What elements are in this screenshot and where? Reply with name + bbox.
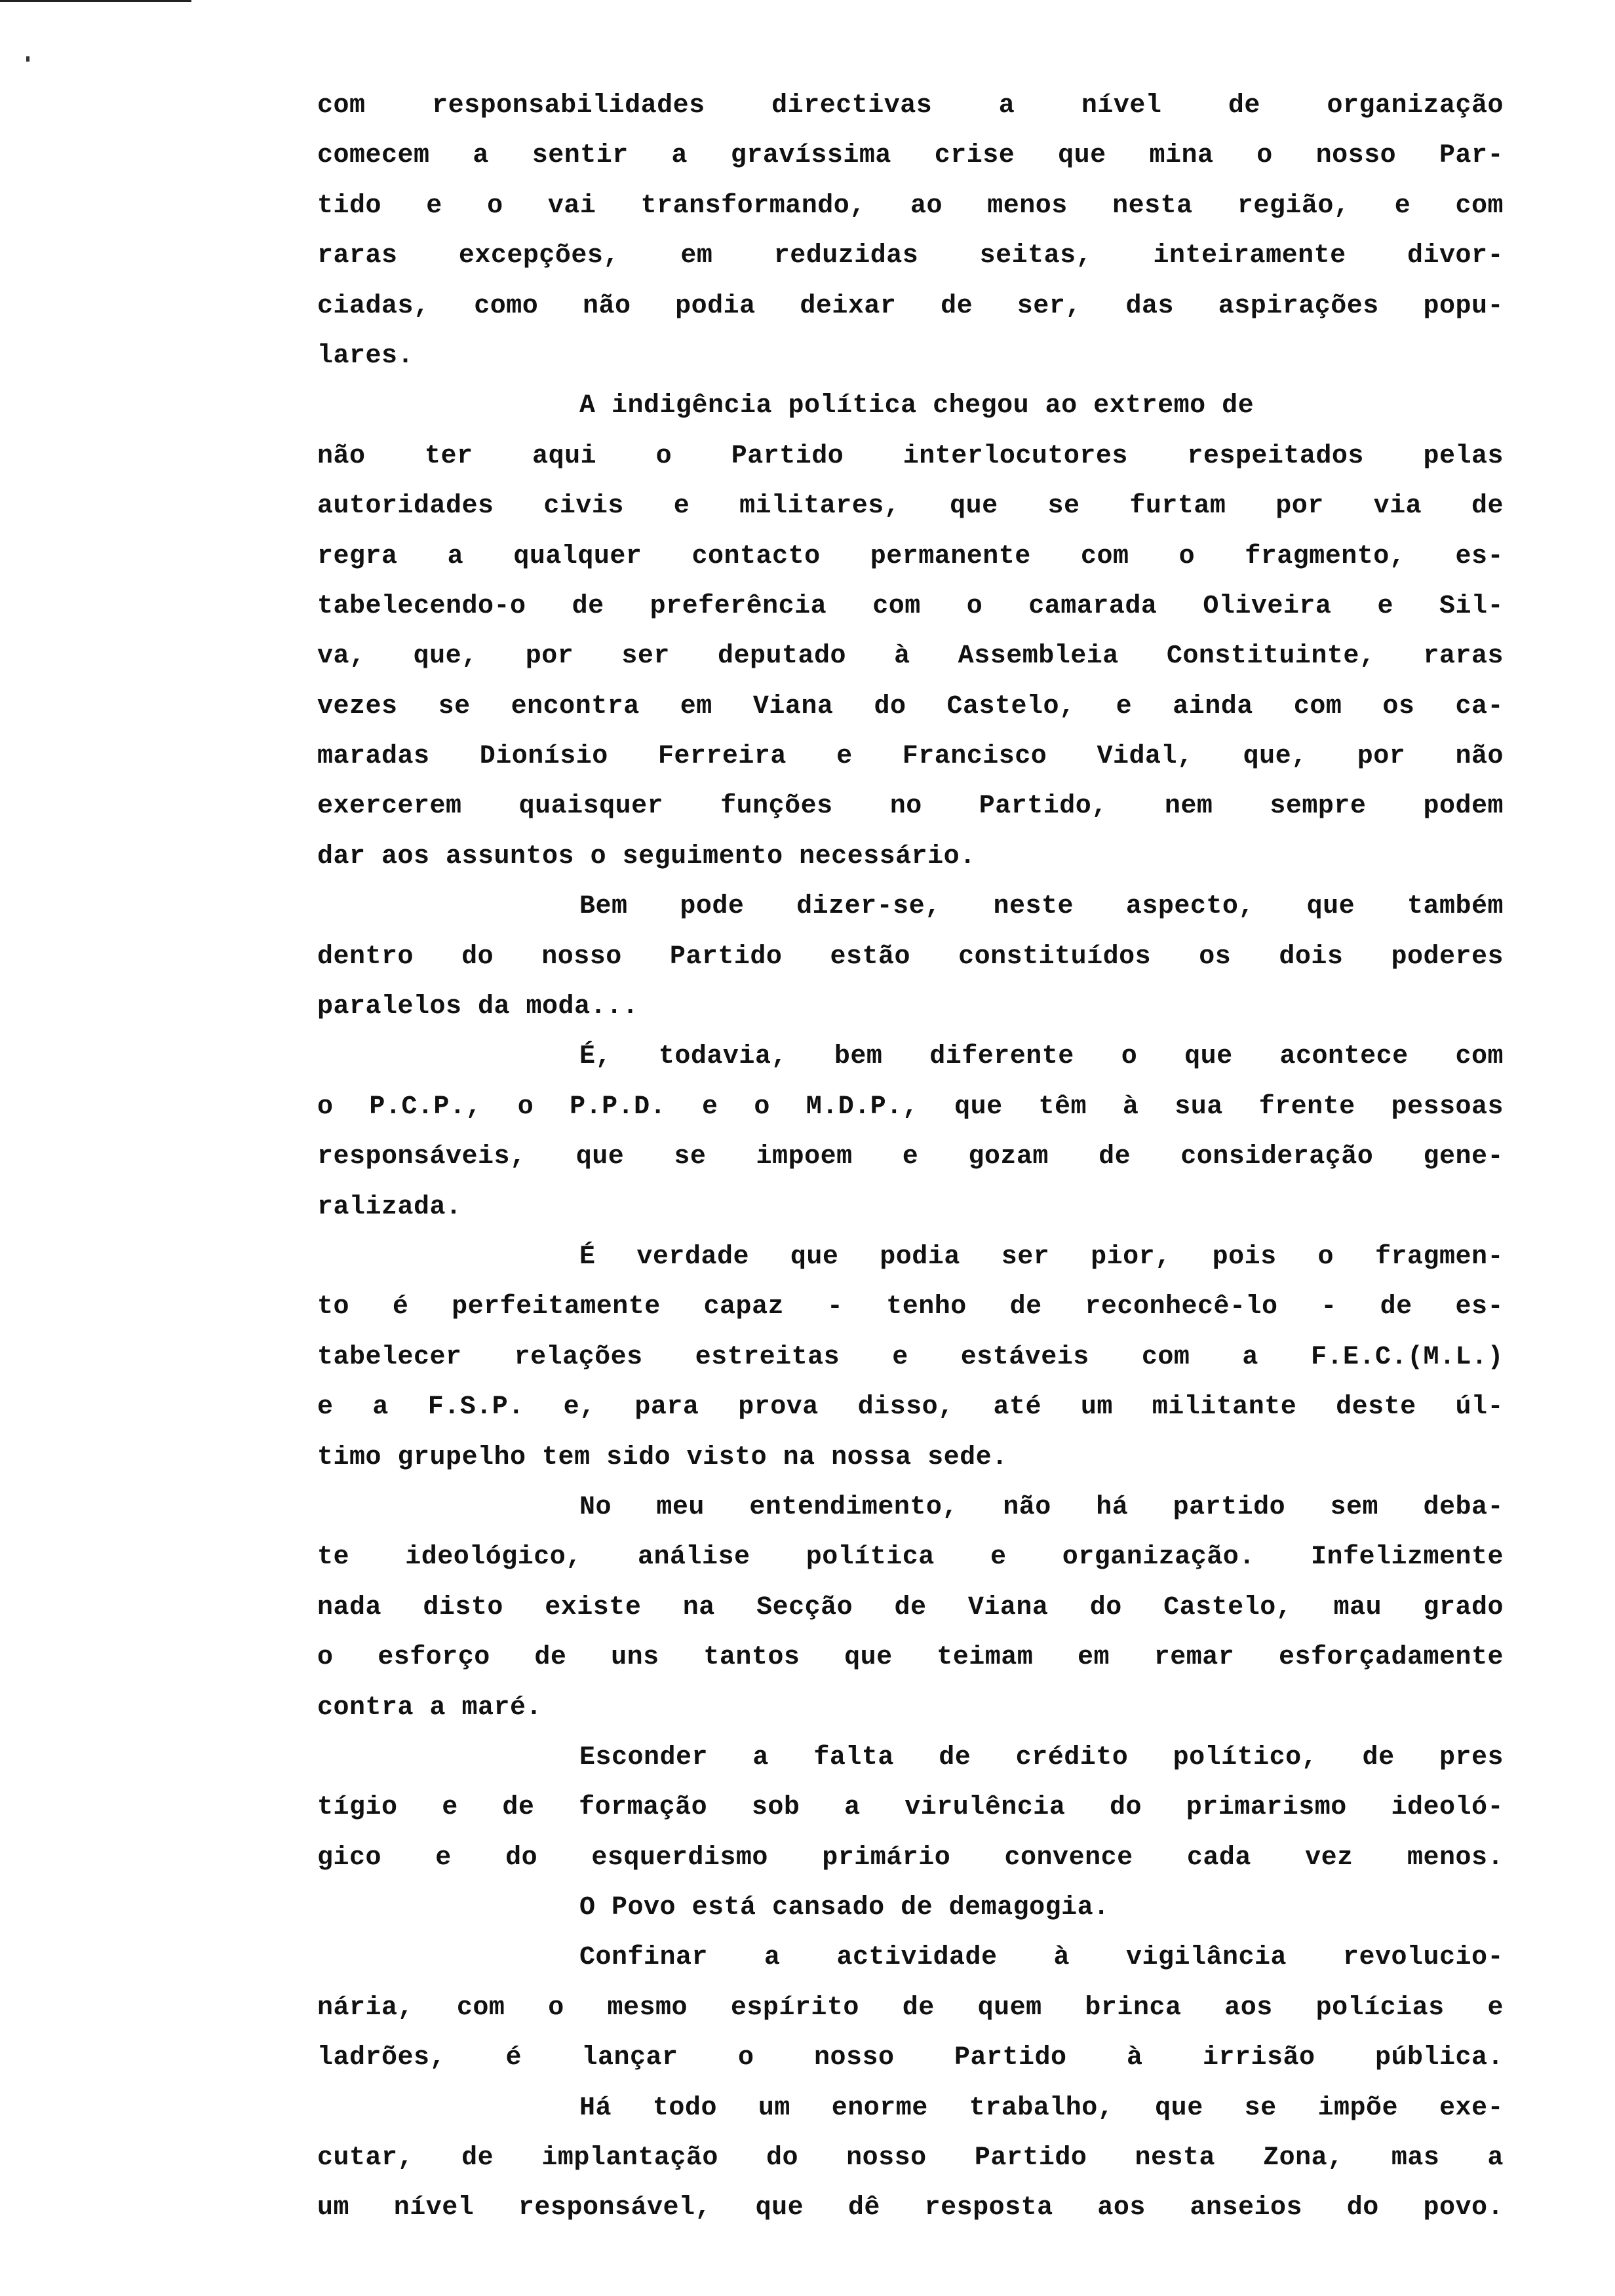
text-line: maradas Dionísio Ferreira e Francisco Vidal, que, por não: [317, 742, 1504, 772]
text-line: o P.C.P., o P.P.D. e o M.D.P., que têm à sua frente pessoas: [317, 1092, 1504, 1122]
text-line: tido e o vai transformando, ao menos nesta região, e com: [317, 191, 1504, 221]
text-line: tígio e de formação sob a virulência do primarismo ideoló-: [317, 1793, 1504, 1823]
text-line: o esforço de uns tantos que teimam em remar esforçadamente: [317, 1643, 1504, 1673]
text-line: dentro do nosso Partido estão constituídos os dois poderes: [317, 942, 1504, 972]
text-line: A indigência política chegou ao extremo de: [579, 391, 1255, 421]
text-line: No meu entendimento, não há partido sem deba-: [579, 1492, 1504, 1522]
text-line: ciadas, como não podia deixar de ser, das aspirações popu-: [317, 291, 1504, 321]
text-line: timo grupelho tem sido visto na nossa sede.: [317, 1442, 1008, 1472]
text-line: nada disto existe na Secção de Viana do Castelo, mau grado: [317, 1592, 1504, 1622]
text-line: ladrões, é lançar o nosso Partido à irrisão pública.: [317, 2043, 1504, 2073]
text-line: É, todavia, bem diferente o que acontece com: [579, 1042, 1504, 1072]
text-line: um nível responsável, que dê resposta aos anseios do povo.: [317, 2193, 1504, 2223]
text-line: Bem pode dizer-se, neste aspecto, que também: [579, 892, 1504, 922]
text-line: cutar, de implantação do nosso Partido nesta Zona, mas a: [317, 2143, 1504, 2173]
text-line: Esconder a falta de crédito político, de pres: [579, 1742, 1504, 1772]
text-line: comecem a sentir a gravíssima crise que mina o nosso Par-: [317, 141, 1504, 171]
text-line: com responsabilidades directivas a nível de organização: [317, 91, 1504, 121]
text-line: autoridades civis e militares, que se furtam por via de: [317, 491, 1504, 522]
text-line: ralizada.: [317, 1192, 462, 1222]
top-rule-line: [0, 0, 191, 2]
text-line: paralelos da moda...: [317, 992, 639, 1022]
text-line: contra a maré.: [317, 1693, 543, 1723]
text-line: lares.: [317, 341, 414, 371]
text-line: raras excepções, em reduzidas seitas, inteiramente divor-: [317, 241, 1504, 271]
text-line: Confinar a actividade à vigilância revolucio-: [579, 1943, 1504, 1973]
text-line: gico e do esquerdismo primário convence cada vez menos.: [317, 1843, 1504, 1873]
text-line: tabelecendo-o de preferência com o camarada Oliveira e Sil-: [317, 591, 1504, 621]
text-line: exercerem quaisquer funções no Partido, nem sempre podem: [317, 792, 1504, 822]
text-line: não ter aqui o Partido interlocutores respeitados pelas: [317, 441, 1504, 471]
text-line: É verdade que podia ser pior, pois o fragmen-: [579, 1242, 1504, 1272]
scan-speck: [26, 56, 29, 62]
document-body: [317, 81, 1504, 2234]
text-line: Há todo um enorme trabalho, que se impõe exe-: [579, 2093, 1504, 2123]
text-line: responsáveis, que se impoem e gozam de consideração gene-: [317, 1142, 1504, 1172]
text-line: nária, com o mesmo espírito de quem brinca aos polícias e: [317, 1993, 1504, 2023]
text-line: te ideológico, análise política e organização. Infelizmente: [317, 1542, 1504, 1573]
text-line: va, que, por ser deputado à Assembleia Constituinte, raras: [317, 641, 1504, 672]
text-line: e a F.S.P. e, para prova disso, até um militante deste úl-: [317, 1392, 1504, 1423]
text-line: tabelecer relações estreitas e estáveis com a F.E.C.(M.L.): [317, 1342, 1504, 1372]
text-line: to é perfeitamente capaz - tenho de reconhecê-lo - de es-: [317, 1292, 1504, 1322]
text-line: vezes se encontra em Viana do Castelo, e ainda com os ca-: [317, 691, 1504, 721]
text-line: O Povo está cansado de demagogia.: [579, 1893, 1110, 1923]
text-line: regra a qualquer contacto permanente com o fragmento, es-: [317, 541, 1504, 571]
text-line: dar aos assuntos o seguimento necessário.: [317, 841, 976, 871]
